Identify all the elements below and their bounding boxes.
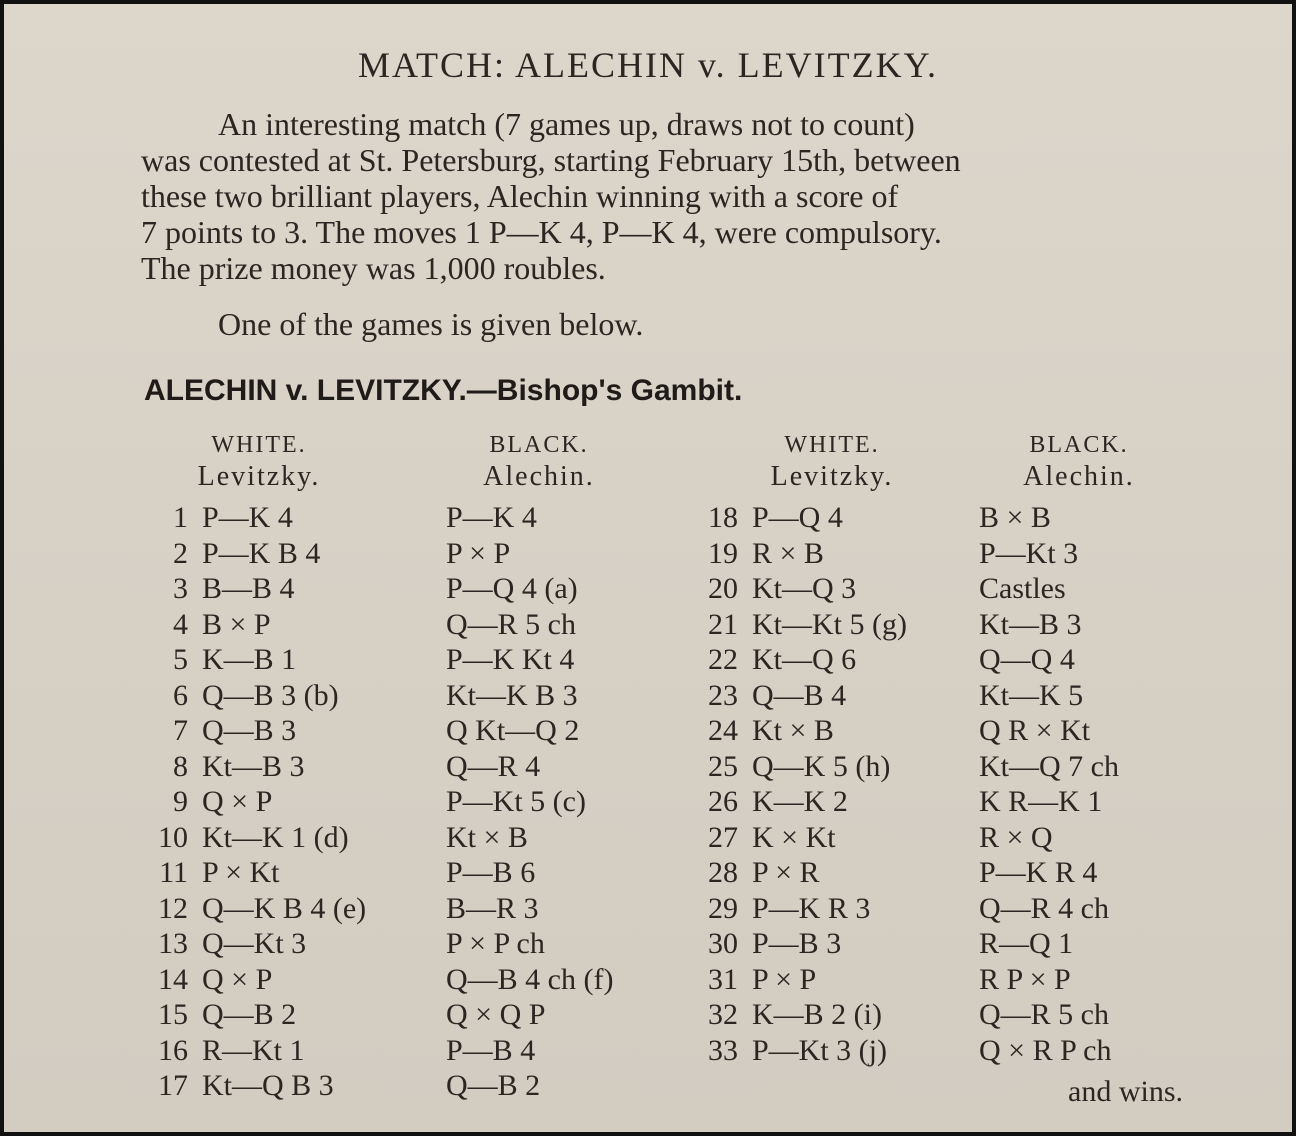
white-move: P—K R 3	[752, 891, 871, 925]
black-move: R × Q	[979, 820, 1053, 854]
move-row	[144, 997, 704, 1033]
black-move: Q × R P ch	[979, 1033, 1112, 1067]
move-row	[144, 855, 704, 891]
white-move: P—B 3	[752, 927, 842, 960]
move-row	[694, 784, 1274, 820]
moves-list-left	[144, 500, 704, 1104]
black-label: BLACK.	[1029, 432, 1129, 458]
move-number: 27	[708, 820, 738, 854]
move-row	[694, 607, 1274, 643]
white-column-header-left	[184, 432, 334, 493]
move-number: 23	[708, 678, 738, 712]
white-move: Q—B 3	[202, 714, 297, 747]
move-number: 7	[173, 714, 188, 747]
move-row	[144, 536, 704, 572]
move-row	[144, 607, 704, 643]
black-move: R—Q 1	[979, 927, 1074, 960]
games-note: One of the games is given below.	[218, 306, 644, 342]
white-player: Levitzky.	[197, 461, 321, 492]
black-move: P—B 6	[446, 856, 536, 889]
white-move: Q—B 4	[752, 678, 847, 712]
move-row	[694, 997, 1274, 1033]
black-move: Q × Q P	[446, 998, 546, 1031]
move-number: 25	[708, 749, 738, 783]
white-move: P × P	[752, 962, 817, 996]
move-number: 11	[159, 856, 188, 889]
black-move: Q—B 2	[446, 1069, 541, 1102]
black-move: Kt—K 5	[979, 678, 1084, 712]
move-number: 5	[173, 643, 188, 676]
move-number: 8	[173, 749, 188, 783]
move-row	[144, 820, 704, 856]
black-move: Kt—B 3	[979, 607, 1082, 641]
game-title: ALECHIN v. LEVITZKY.—Bishop's Gambit.	[144, 374, 743, 407]
white-move: P × R	[752, 856, 820, 889]
white-move: K—K 2	[752, 785, 848, 818]
white-move: B—B 4	[202, 572, 295, 605]
black-move: P—Kt 5 (c)	[446, 785, 586, 818]
white-label: WHITE.	[784, 432, 880, 458]
black-move: P—Kt 3	[979, 536, 1079, 570]
black-move: B—R 3	[446, 891, 539, 925]
white-move: Kt × B	[752, 714, 834, 747]
move-number: 10	[158, 820, 188, 854]
move-row	[144, 1033, 704, 1069]
white-move: Q—B 3 (b)	[202, 678, 339, 712]
white-move: Q—K 5 (h)	[752, 749, 891, 783]
white-column-header-right	[742, 432, 922, 493]
white-move: P × Kt	[202, 856, 280, 889]
white-move: Kt—Q 3	[752, 572, 857, 605]
move-row	[144, 749, 704, 785]
move-row	[694, 855, 1274, 891]
move-number: 12	[158, 891, 188, 925]
black-move: Q—R 4 ch	[979, 891, 1109, 925]
move-row	[144, 500, 704, 536]
white-label: WHITE.	[211, 432, 307, 458]
move-row	[694, 1033, 1274, 1069]
white-move: K × Kt	[752, 820, 836, 854]
white-player: Levitzky.	[770, 461, 894, 492]
move-row	[144, 642, 704, 678]
white-move: Q—B 2	[202, 998, 297, 1031]
black-move: Castles	[979, 572, 1066, 605]
intro-line: The prize money was 1,000 roubles.	[141, 250, 606, 286]
move-number: 26	[708, 785, 738, 818]
white-move: Kt—Kt 5 (g)	[752, 607, 907, 641]
white-move: Kt—Q B 3	[202, 1069, 334, 1102]
black-move: Q—B 4 ch (f)	[446, 962, 614, 996]
black-move: Kt × B	[446, 820, 528, 854]
move-number: 9	[173, 785, 188, 818]
game-result: and wins.	[1068, 1075, 1183, 1108]
black-move: P—K R 4	[979, 856, 1098, 889]
move-row	[144, 891, 704, 927]
move-number: 31	[708, 962, 738, 996]
white-move: P—K B 4	[202, 536, 321, 570]
move-row	[694, 536, 1274, 572]
move-row	[144, 1068, 704, 1104]
move-row	[694, 749, 1274, 785]
black-column-header-right	[994, 432, 1164, 493]
black-move: Q—R 5 ch	[446, 607, 576, 641]
move-number: 15	[158, 998, 188, 1031]
white-move: K—B 1	[202, 643, 297, 676]
move-number: 21	[708, 607, 738, 641]
move-row	[694, 820, 1274, 856]
white-move: R—Kt 1	[202, 1033, 305, 1067]
black-move: P—Q 4 (a)	[446, 572, 578, 605]
move-row	[694, 962, 1274, 998]
intro-line: 7 points to 3. The moves 1 P—K 4, P—K 4, were compulsory.	[141, 214, 942, 250]
white-move: Q—K B 4 (e)	[202, 891, 367, 925]
black-move: Q Kt—Q 2	[446, 714, 580, 747]
moves-list-right	[694, 500, 1274, 1068]
black-move: P × P	[446, 536, 511, 570]
white-move: Kt—Q 6	[752, 643, 857, 676]
move-number: 29	[708, 891, 738, 925]
black-move: P—K Kt 4	[446, 643, 575, 676]
black-move: Kt—K B 3	[446, 678, 578, 712]
intro-line: An interesting match (7 games up, draws not to count)	[218, 106, 915, 142]
move-row	[694, 500, 1274, 536]
move-row	[694, 713, 1274, 749]
white-move: Kt—B 3	[202, 749, 305, 783]
white-move: P—K 4	[202, 501, 293, 534]
white-move: P—Kt 3 (j)	[752, 1033, 887, 1067]
move-row	[144, 713, 704, 749]
black-move: K R—K 1	[979, 785, 1103, 818]
black-label: BLACK.	[489, 432, 589, 458]
black-player: Alechin.	[1023, 461, 1135, 492]
move-number: 14	[158, 962, 188, 996]
black-move: Q R × Kt	[979, 714, 1091, 747]
move-number: 4	[173, 607, 188, 641]
move-row	[144, 571, 704, 607]
move-row	[144, 784, 704, 820]
black-move: B × B	[979, 501, 1051, 534]
move-number: 22	[708, 643, 738, 676]
move-number: 17	[158, 1069, 188, 1102]
black-move: P—K 4	[446, 501, 537, 534]
move-number: 3	[173, 572, 188, 605]
black-column-header-left	[454, 432, 624, 493]
move-number: 6	[173, 678, 188, 712]
move-row	[694, 926, 1274, 962]
white-move: P—Q 4	[752, 501, 843, 534]
intro-paragraph	[141, 106, 1231, 286]
move-number: 16	[158, 1033, 188, 1067]
article-heading: MATCH: ALECHIN v. LEVITZKY.	[358, 45, 938, 85]
black-move: Q—Q 4	[979, 643, 1075, 676]
move-row	[694, 571, 1274, 607]
move-number: 20	[708, 572, 738, 605]
white-move: Q × P	[202, 962, 273, 996]
intro-line: these two brilliant players, Alechin winning with a score of	[141, 178, 899, 214]
move-number: 1	[173, 501, 188, 534]
white-move: Kt—K 1 (d)	[202, 820, 349, 854]
move-row	[694, 891, 1274, 927]
black-move: Kt—Q 7 ch	[979, 749, 1119, 783]
black-move: P × P ch	[446, 927, 545, 960]
move-number: 30	[708, 927, 738, 960]
move-number: 33	[708, 1033, 738, 1067]
black-player: Alechin.	[483, 461, 595, 492]
move-row	[144, 926, 704, 962]
move-number: 28	[708, 856, 738, 889]
move-row	[694, 678, 1274, 714]
black-move: P—B 4	[446, 1033, 536, 1067]
intro-line: was contested at St. Petersburg, starting February 15th, between	[141, 142, 961, 178]
white-move: Q × P	[202, 785, 273, 818]
move-number: 32	[708, 998, 738, 1031]
black-move: Q—R 5 ch	[979, 998, 1109, 1031]
move-number: 2	[173, 536, 188, 570]
move-number: 24	[708, 714, 738, 747]
white-move: Q—Kt 3	[202, 927, 307, 960]
move-number: 19	[708, 536, 738, 570]
move-number: 13	[158, 927, 188, 960]
move-row	[144, 962, 704, 998]
move-row	[144, 678, 704, 714]
white-move: R × B	[752, 536, 824, 570]
move-row	[694, 642, 1274, 678]
white-move: K—B 2 (i)	[752, 998, 882, 1031]
black-move: Q—R 4	[446, 749, 541, 783]
white-move: B × P	[202, 607, 271, 641]
move-number: 18	[708, 501, 738, 534]
black-move: R P × P	[979, 962, 1071, 996]
